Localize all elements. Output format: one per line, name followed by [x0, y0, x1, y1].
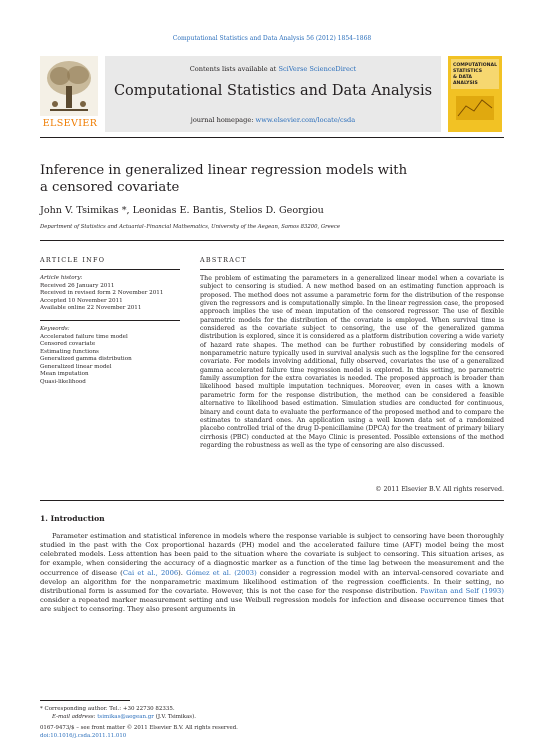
citation-link[interactable]: Pawitan and Self (1993)	[420, 586, 504, 595]
history-received: Received 26 January 2011	[40, 282, 115, 289]
article-history-label: Article history:	[40, 275, 83, 281]
page-footer	[40, 725, 340, 740]
doi-link[interactable]: doi:10.1016/j.csda.2011.11.010	[40, 732, 127, 739]
keyword-item: Quasi-likelihood	[40, 378, 86, 385]
abstract-rule	[200, 269, 504, 270]
keyword-item: Generalized gamma distribution	[40, 356, 132, 362]
keyword-item: Censored covariate	[40, 341, 96, 347]
keyword-item: Mean imputation	[40, 371, 89, 377]
article-info-rule	[40, 269, 180, 270]
history-revised: Received in revised form 2 November 2011	[40, 290, 164, 296]
citation-link[interactable]: Cai et al., 2006	[122, 568, 179, 577]
intro-text: consider a regression model with an interval-censored covariate and develop an algorithm for the nonparametric maximum likelihood estimation of the regression coefficients. In their setting, no distributional form is assumed for the covariate. However, this is not the case for the response distribution.	[40, 568, 504, 595]
homepage-prefix: journal homepage:	[190, 116, 256, 124]
citation-link[interactable]: Gómez et al. (2003)	[186, 568, 257, 577]
article-title-line-2: a censored covariate	[40, 179, 180, 195]
cover-title-line-1: COMPUTATIONAL	[453, 63, 497, 68]
contents-line	[105, 65, 441, 73]
affiliation: Department of Statistics and Actuarial–Financial Mathematics, University of the Aegean, Samos 83200, Greece	[40, 224, 340, 230]
intro-text: ).	[178, 568, 187, 577]
running-header: Computational Statistics and Data Analysis 56 (2012) 1854–1868	[172, 35, 372, 42]
sciencedirect-link[interactable]: SciVerse ScienceDirect	[278, 65, 357, 73]
issn-line: 0167-9473/$ – see front matter © 2011 Elsevier B.V. All rights reserved.	[40, 725, 238, 731]
contents-prefix: Contents lists available at	[189, 65, 279, 73]
article-title	[40, 163, 440, 196]
cover-title-line-3: & DATA	[453, 75, 472, 80]
introduction-paragraph	[40, 532, 504, 614]
keyword-item: Generalized linear model	[40, 363, 112, 370]
author-email-link[interactable]: tsimikas@aegean.gr	[97, 713, 154, 720]
abstract-copyright: © 2011 Elsevier B.V. All rights reserved.	[375, 486, 504, 493]
article-history	[40, 275, 180, 313]
introduction-heading: 1. Introduction	[40, 514, 105, 523]
keywords-rule	[40, 320, 180, 321]
elsevier-wordmark: ELSEVIER	[42, 118, 98, 129]
journal-title: Computational Statistics and Data Analysis	[113, 83, 433, 99]
title-rule	[40, 240, 504, 241]
keyword-item: Accelerated failure time model	[40, 333, 128, 340]
cover-title-line-2: STATISTICS	[453, 69, 483, 74]
footnote-rule	[40, 700, 130, 701]
introduction-body	[40, 532, 504, 614]
article-title-line-1: Inference in generalized linear regression models with	[40, 163, 408, 178]
intro-text: Parameter estimation and statistical inference in models where the response variable is subject to censoring have been thoroughly studied in the past with the Cox proportional hazards (PH) model and the accelerated failure time (AFT) model being the most celebrated models. Less attention has been paid to the situation where the covariate is subject to censoring. This situation arises, as for example, when considering the accuracy of a diagnostic marker as a function of the time lag between the measurement and the occurrence of disease (	[40, 532, 504, 577]
intro-text: consider a repeated marker measurement setting and use Weibull regression models for infection and disease occurrence times that are subject to censoring. They also present arguments in	[40, 596, 504, 614]
journal-cover-image	[448, 56, 502, 132]
history-online: Available online 22 November 2011	[40, 305, 142, 311]
abstract-text: The problem of estimating the parameters in a generalized linear model when a covariate is subject to censoring is studied. A new method based on an estimating function approach is proposed. The method does not assume a parametric form for the distribution of the response given the regressors and is computationally simple. In the linear regression case, the proposed approach implies the use of mean imputation of the censored regressor. The use of flexible parametric models for the distribution of the covariate is employed. When survival time is considered as the covariate subject to censoring, the use of the generalized gamma distribution is explored, since it is considered as a platform distribution covering a wide variety of hazard rate shapes. The method can be further robustified by considering models of nonparametric nature typically used in survival analysis such as the logspline for the censored covariate. For models involving additional, fully observed, covariates the use of a generalized gamma accelerated failure time regression model is explored. In this setting, no parametric family assumption for the extra covariates is needed. The proposed approach is broader than likelihood based multiple imputation techniques. Moreover, even in cases with a known parametric form for the response distribution, the method can be considered a feasible alternative to likelihood based estimation. Simulation studies are conducted for continuous, binary and count data to evaluate the performance of the proposed method and to compare the estimates to standard ones. An application using a well known data set of a randomized placebo controlled trial of the drug D-penicillamine (DPCA) for the treatment of primary biliary cirrhosis (PBC) conducted at the Mayo Clinic is presented. Possible extensions of the method regarding the robustness as well as the type of censoring are also discussed.	[200, 275, 504, 449]
email-suffix: (J.V. Tsimikas).	[153, 713, 197, 720]
cover-title-line-4: ANALYSIS	[453, 81, 478, 86]
keywords-list	[40, 326, 180, 386]
homepage-line	[105, 116, 441, 124]
email-line	[40, 714, 340, 722]
corresponding-author-footnote	[40, 706, 340, 721]
author-list: John V. Tsimikas *, Leonidas E. Bantis, Stelios D. Georgiou	[40, 205, 324, 216]
journal-homepage-link[interactable]: www.elsevier.com/locate/csda	[255, 116, 356, 124]
keyword-item: Estimating functions	[40, 348, 99, 355]
email-label: E-mail address:	[52, 713, 98, 720]
header-rule	[40, 137, 504, 138]
keywords-label: Keywords:	[40, 326, 70, 332]
abstract-heading: ABSTRACT	[200, 256, 247, 264]
history-accepted: Accepted 10 November 2011	[40, 297, 123, 304]
footnote-line: * Corresponding author. Tel.: +30 22730 82335.	[40, 706, 175, 712]
article-info-heading: ARTICLE INFO	[40, 256, 106, 264]
abstract-end-rule	[40, 500, 504, 501]
